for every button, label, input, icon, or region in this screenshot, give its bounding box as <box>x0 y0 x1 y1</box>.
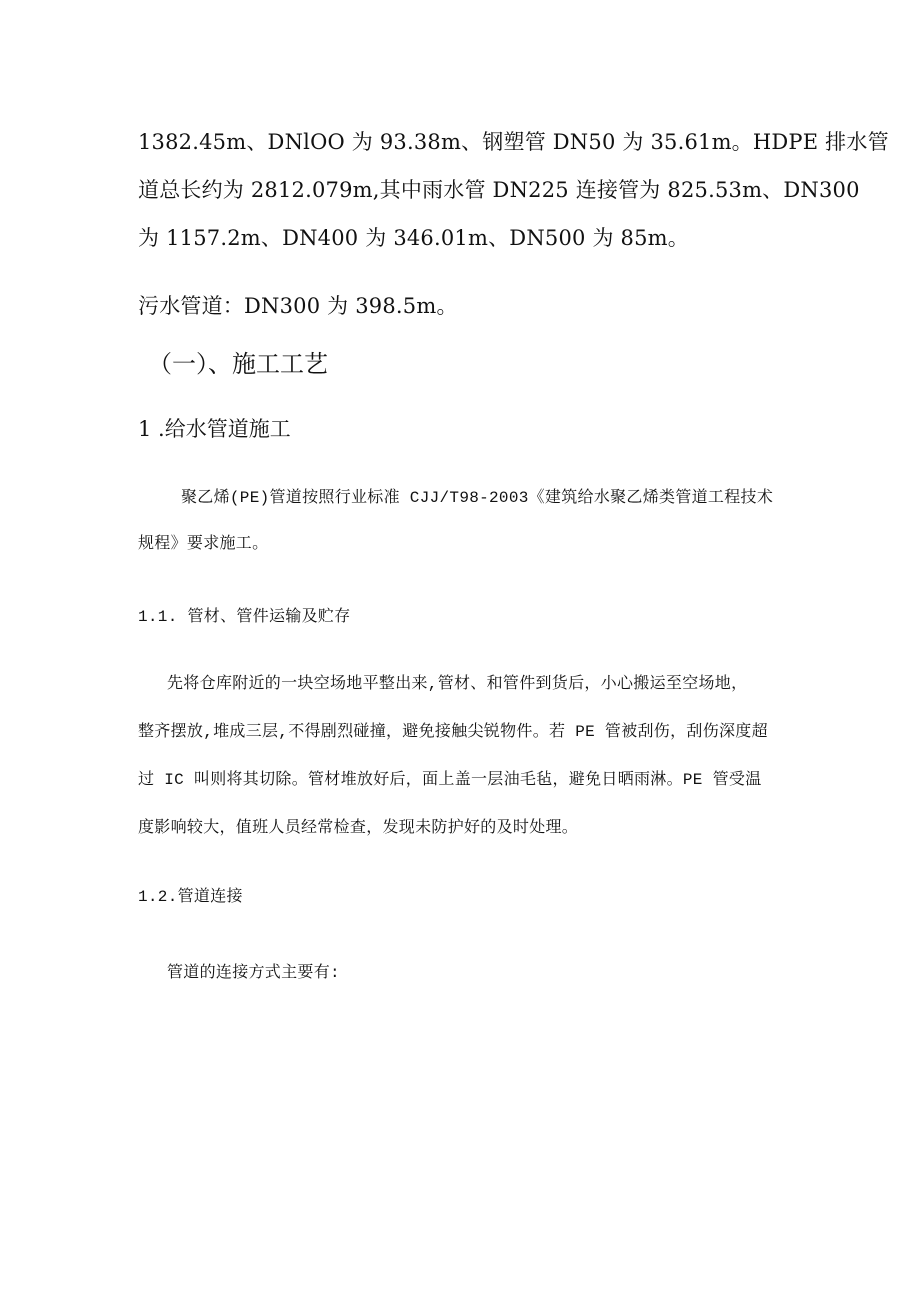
intro-line-2: 道总长约为 2812.079m,其中雨水管 DN225 连接管为 825.53m、DN300 <box>138 178 860 202</box>
standard-para-line-1: 聚乙烯(PE)管道按照行业标准 CJJ/T98-2003《建筑给水聚乙烯类管道工程技术 <box>181 489 774 507</box>
subsection-heading: 1 .给水管道施工 <box>138 417 291 441</box>
subheading-1-1: 1.1. 管材、管件运输及贮存 <box>138 608 351 626</box>
storage-para-line-3: 过 IC 叫则将其切除。管材堆放好后，面上盖一层油毛毡，避免日晒雨淋。PE 管受温 <box>138 771 762 789</box>
storage-para-line-1: 先将仓库附近的一块空场地平整出来,管材、和管件到货后，小心搬运至空场地， <box>167 675 748 693</box>
connection-para: 管道的连接方式主要有: <box>167 964 340 982</box>
sewage-pipeline-text: 污水管道：DN300 为 398.5m。 <box>138 294 458 318</box>
intro-line-1: 1382.45m、DNlOO 为 93.38m、钢塑管 DN50 为 35.61m。HDPE 排水管 <box>138 130 889 154</box>
standard-para-line-2: 规程》要求施工。 <box>138 535 269 553</box>
intro-line-3: 为 1157.2m、DN400 为 346.01m、DN500 为 85m。 <box>138 226 689 250</box>
storage-para-line-2: 整齐摆放,堆成三层,不得剧烈碰撞，避免接触尖锐物件。若 PE 管被刮伤，刮伤深度超 <box>138 723 768 741</box>
section-heading: （一）、施工工艺 <box>148 350 328 378</box>
subheading-1-2: 1.2.管道连接 <box>138 888 243 906</box>
storage-para-line-4: 度影响较大，值班人员经常检查，发现未防护好的及时处理。 <box>138 819 579 837</box>
